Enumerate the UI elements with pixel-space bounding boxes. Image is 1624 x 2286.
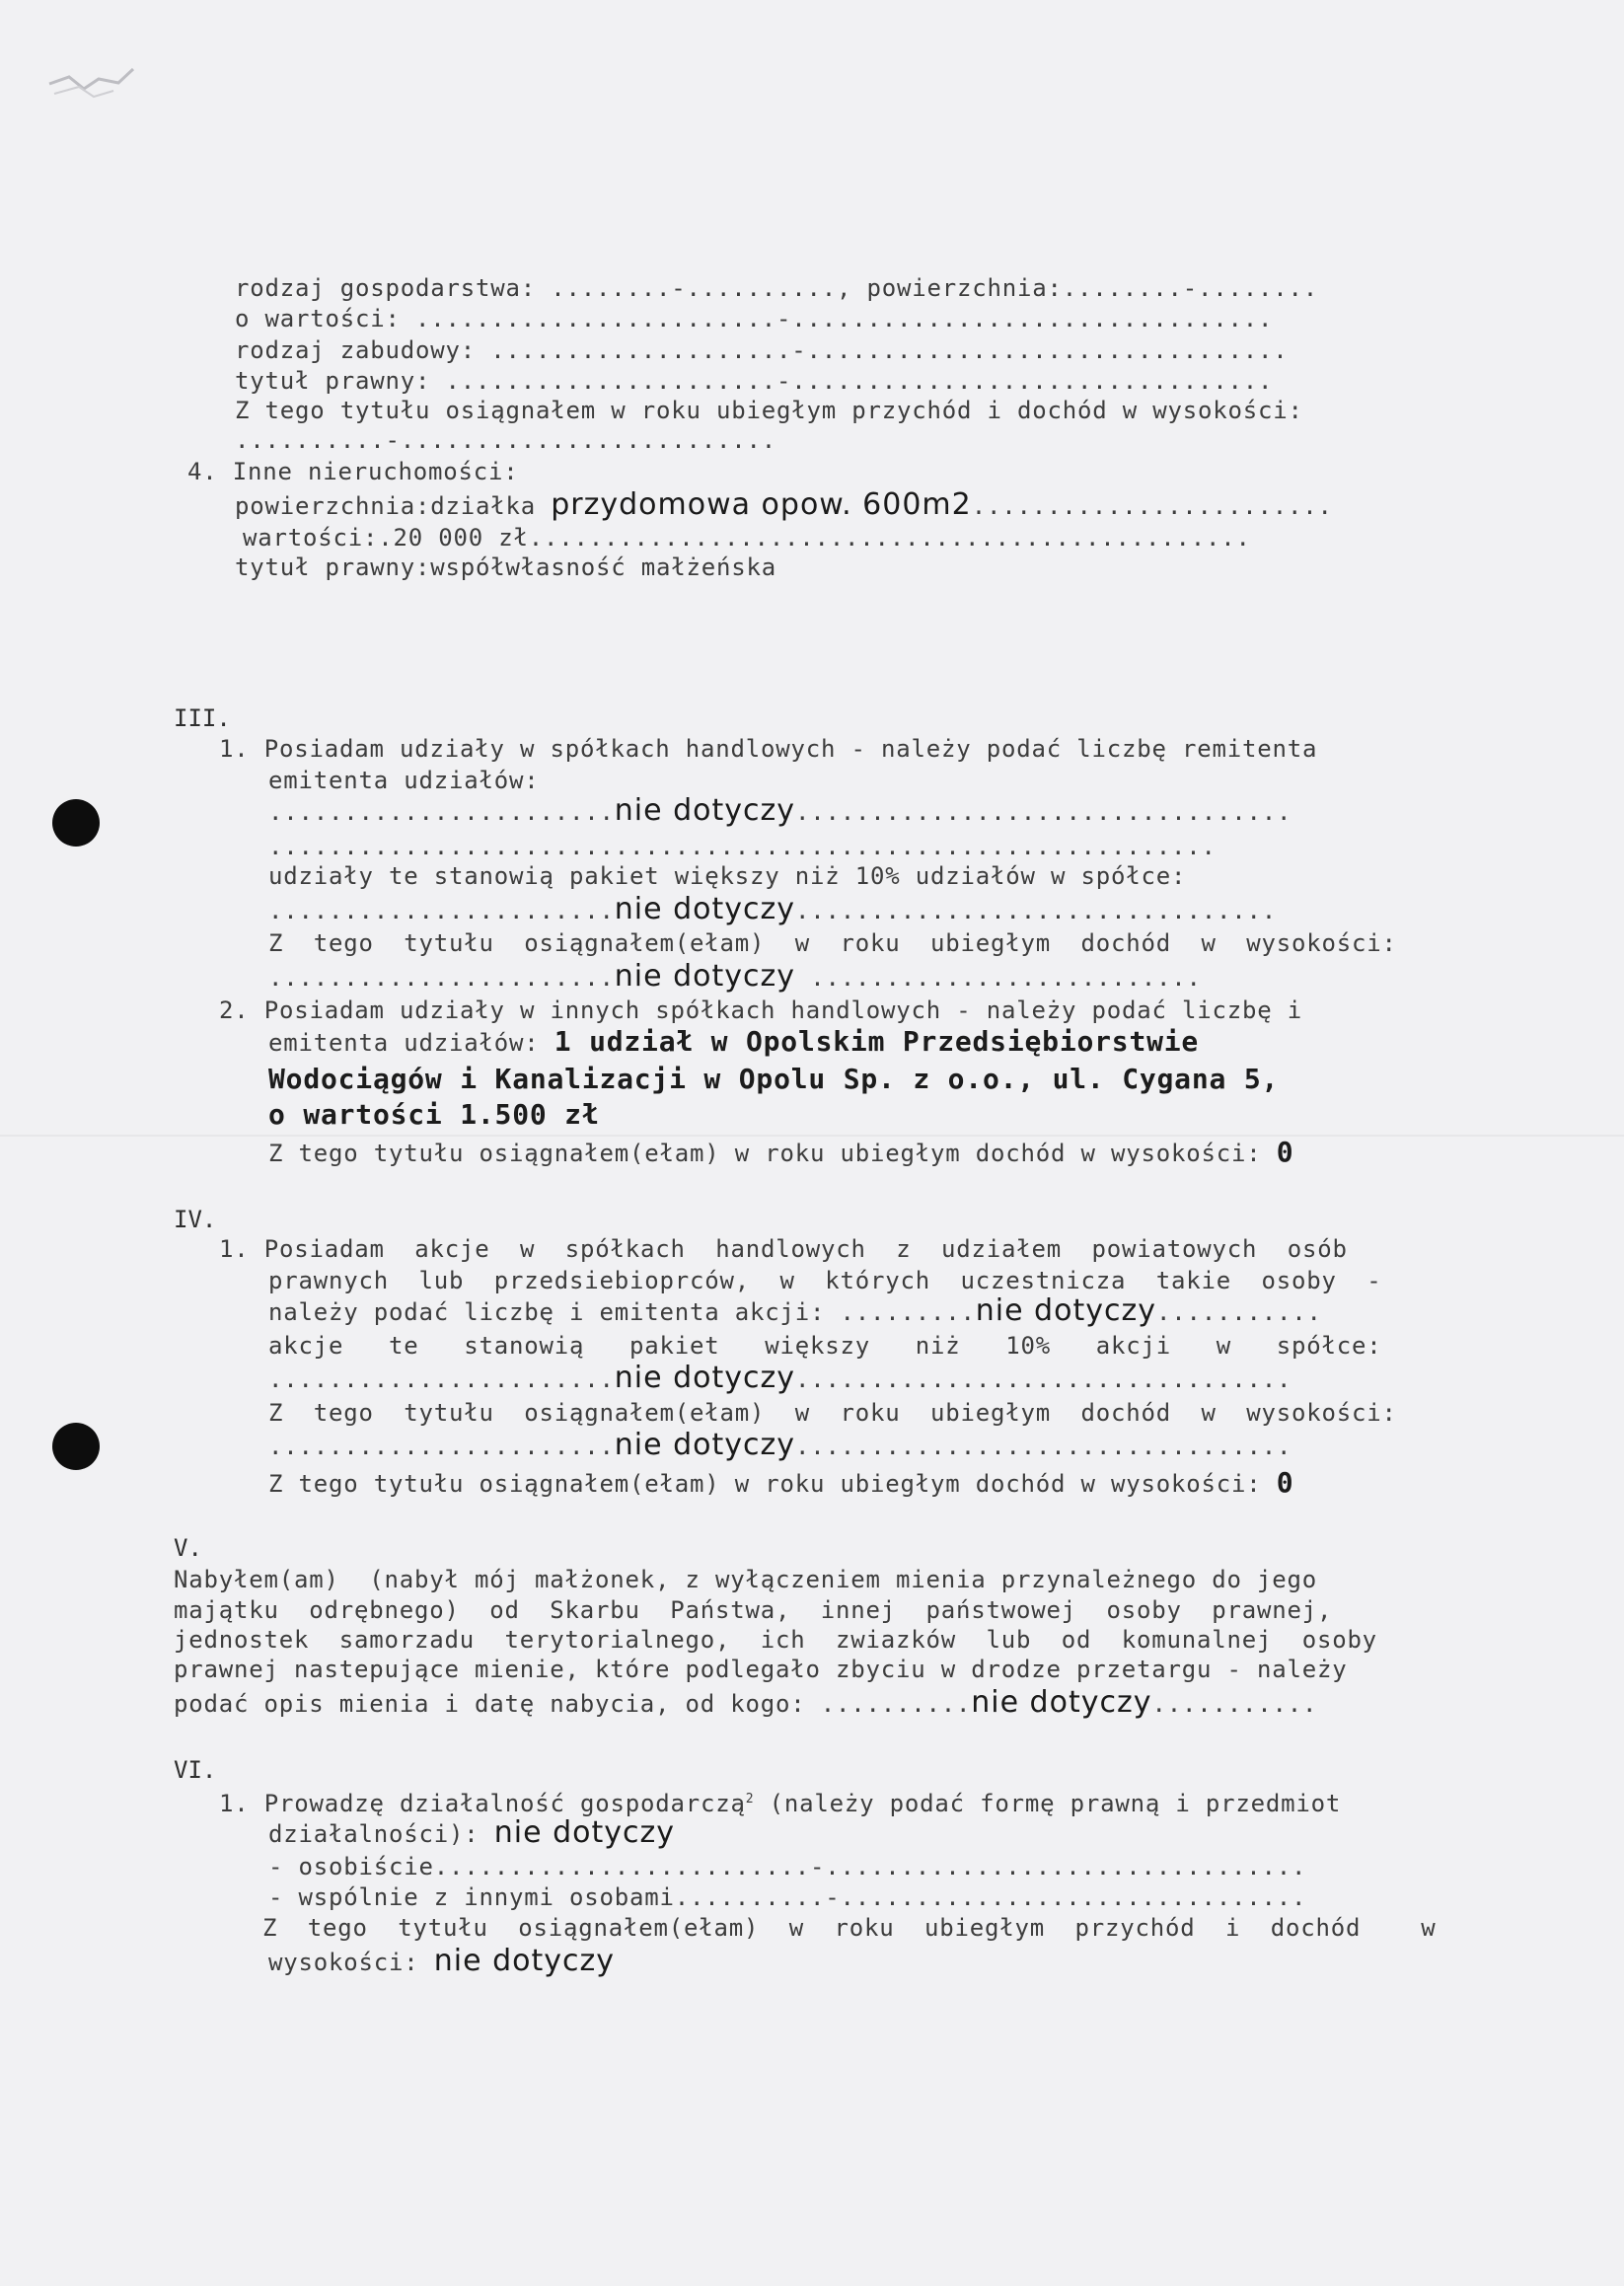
iii-item2-line4: o wartości 1.500 zł <box>268 1098 600 1131</box>
iv-line8 <box>268 1467 1293 1500</box>
iv-line7 <box>268 1430 1292 1462</box>
other-property-title: tytuł prawny:współwłasność małżeńska <box>235 553 776 581</box>
section-v-heading: V. <box>174 1534 202 1562</box>
label: wysokości: <box>268 1949 419 1976</box>
iii-item2-line3: Wodociągów i Kanalizacji w Opolu Sp. z o.o., ul. Cygana 5, <box>268 1063 1280 1095</box>
dots: ................................. <box>795 798 1292 826</box>
label: Z tego tytułu osiągnałem(ełam) w roku ubiegłym dochód w wysokości: <box>268 1470 1262 1498</box>
not-applicable: nie dotyczy <box>614 959 795 994</box>
vi-line1 <box>219 1784 1341 1819</box>
iv-line1: 1. Posiadam akcje w spółkach handlowych z udziałem powiatowych osób <box>219 1235 1348 1263</box>
v-line3: jednostek samorzadu terytorialnego, ich zwiazków lub od komunalnej osoby <box>174 1626 1377 1654</box>
area-label: powierzchnia:działka <box>235 492 536 520</box>
dots: ........... <box>1151 1690 1318 1718</box>
dots: ....................... <box>268 897 615 924</box>
dots: ................................. <box>795 1433 1292 1460</box>
farm-type-line: rodzaj gospodarstwa: ........-.........., powierzchnia:........-........ <box>235 274 1318 302</box>
iii-item1-line1: 1. Posiadam udziały w spółkach handlowych - należy podać liczbę remitenta <box>219 735 1318 763</box>
punch-hole-bottom <box>52 1423 100 1470</box>
dots: ................................. <box>795 1365 1292 1393</box>
area-dots: ........................ <box>971 492 1333 520</box>
footnote-ref: 2 <box>745 1792 755 1807</box>
v-line5 <box>174 1687 1317 1720</box>
vi-line3: - osobiście.........................-................................ <box>268 1853 1307 1880</box>
other-property-heading: 4. Inne nieruchomości: <box>187 458 519 485</box>
section-vi-heading: VI. <box>174 1756 217 1784</box>
iii-item1-line4: ............................................................... <box>268 833 1217 860</box>
vi-line6 <box>268 1946 615 1978</box>
dots: ........... <box>1155 1298 1322 1326</box>
v-line1: Nabyłem(am) (nabył mój małżonek, z wyłączeniem mienia przynależnego do jego <box>174 1566 1317 1593</box>
iii-item1-line7: Z tego tytułu osiągnałem(ełam) w roku ubiegłym dochód w wysokości: <box>268 929 1397 957</box>
vi-line4: - wspólnie z innymi osobami..........-............................... <box>268 1883 1307 1911</box>
farm-value-line: o wartości: ........................-................................ <box>235 305 1274 332</box>
iv-line4: akcje te stanowią pakiet większy niż 10% akcji w spółce: <box>268 1332 1382 1360</box>
label-rest: (należy podać formę prawną i przedmiot <box>754 1790 1342 1817</box>
not-applicable: nie dotyczy <box>971 1685 1152 1720</box>
paper-scuff-mark <box>39 39 148 109</box>
farm-income-line: Z tego tytułu osiągnałem w roku ubiegłym przychód i dochód w wysokości: <box>235 397 1303 424</box>
section-iii-heading: III. <box>174 704 231 732</box>
v-line2: majątku odrębnego) od Skarbu Państwa, innej państwowej osoby prawnej, <box>174 1596 1333 1624</box>
shares-value: 1 udział w Opolskim Przedsiębiorstwie <box>554 1025 1200 1058</box>
income-value: 0 <box>1276 1136 1294 1168</box>
label: działalności): <box>268 1820 480 1848</box>
iv-line5 <box>268 1363 1292 1395</box>
label: podać opis mienia i datę nabycia, od kogo: .......... <box>174 1690 972 1718</box>
iii-item1-line2: emitenta udziałów: <box>268 767 540 794</box>
dots: ....................... <box>268 964 615 992</box>
dots: ....................... <box>268 1433 615 1460</box>
area-value: przydomowa opow. 600m2 <box>551 487 972 522</box>
section-iv-heading: IV. <box>174 1206 217 1233</box>
iii-item1-line8 <box>268 961 1202 994</box>
iv-line6: Z tego tytułu osiągnałem(ełam) w roku ubiegłym dochód w wysokości: <box>268 1399 1397 1427</box>
iii-item2-line2 <box>268 1026 1199 1059</box>
dots: ....................... <box>268 798 615 826</box>
iii-item1-line6 <box>268 894 1277 926</box>
dots: ................................ <box>795 897 1277 924</box>
iii-item2-line5 <box>268 1137 1293 1169</box>
iii-item1-line5: udziały te stanowią pakiet większy niż 10% udziałów w spółce: <box>268 862 1187 890</box>
other-property-value: wartości:.20 000 zł................................................ <box>243 524 1251 552</box>
iii-item1-line3 <box>268 795 1292 828</box>
farm-income-dots: ..........-......................... <box>235 426 776 454</box>
vi-line2 <box>268 1817 675 1850</box>
farm-title-line: tytuł prawny: ......................-................................ <box>235 367 1274 395</box>
not-applicable: nie dotyczy <box>433 1944 616 1978</box>
vi-line5: Z tego tytułu osiągnałem(ełam) w roku ubiegłym przychód i dochód w <box>262 1914 1437 1942</box>
income-value: 0 <box>1276 1466 1294 1499</box>
label: należy podać liczbę i emitenta akcji: ......... <box>268 1298 976 1326</box>
farm-buildings-line: rodzaj zabudowy: ....................-................................ <box>235 336 1289 364</box>
punch-hole-top <box>52 799 100 847</box>
iv-line2: prawnych lub przedsiebioprców, w których uczestnicza takie osoby - <box>268 1267 1382 1294</box>
not-applicable: nie dotyczy <box>493 1815 676 1850</box>
not-applicable: nie dotyczy <box>614 1361 795 1395</box>
dots: .......................... <box>795 964 1202 992</box>
not-applicable: nie dotyczy <box>614 793 795 828</box>
not-applicable: nie dotyczy <box>975 1293 1156 1328</box>
other-property-area <box>235 489 1333 522</box>
v-line4: prawnej nastepujące mienie, które podlegało zbyciu w drodze przetargu - należy <box>174 1656 1348 1683</box>
label: Z tego tytułu osiągnałem(ełam) w roku ubiegłym dochód w wysokości: <box>268 1140 1262 1167</box>
dots: ....................... <box>268 1365 615 1393</box>
label: 1. Prowadzę działalność gospodarczą <box>219 1790 746 1817</box>
iv-line3 <box>268 1295 1322 1328</box>
not-applicable: nie dotyczy <box>614 1428 795 1462</box>
not-applicable: nie dotyczy <box>614 892 795 926</box>
iii-item2-line1: 2. Posiadam udziały w innych spółkach handlowych - należy podać liczbę i <box>219 996 1302 1024</box>
label: emitenta udziałów: <box>268 1029 540 1057</box>
